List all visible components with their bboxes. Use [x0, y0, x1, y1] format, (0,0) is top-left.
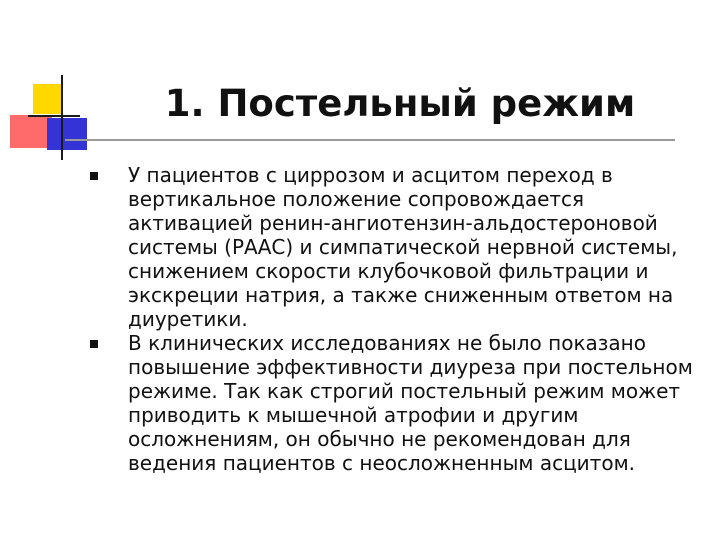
red-square — [10, 115, 52, 148]
yellow-square — [33, 84, 63, 114]
vertical-line — [61, 75, 63, 160]
bullet-list — [90, 163, 710, 475]
blue-square — [47, 118, 87, 150]
square-bullet-icon — [90, 340, 98, 348]
bullet-text: В клинических исследованиях не было показано повышение эффективности диуреза при постельном режиме. Так как строгий постельный режим может приводить к мышечной атрофии и другим осложнениям, он обычно не рекомендован для ведения пациентов с неосложненным асцитом. — [128, 331, 693, 475]
bullet-item — [90, 331, 710, 475]
horizontal-line — [28, 115, 80, 117]
bullet-item — [90, 163, 710, 331]
bullet-text: У пациентов с циррозом и асцитом переход в вертикальное положение сопровождается активацией ренин-ангиотензин-альдостероновой системы (РААС) и симпатической нервной системы, снижением скорости клубочковой фильтрации и экскреции натрия, а также сниженным ответом на диуретики. — [128, 163, 678, 331]
slide-title: 1. Постельный режим — [164, 82, 636, 125]
square-bullet-icon — [90, 172, 98, 180]
title-divider — [65, 139, 675, 141]
